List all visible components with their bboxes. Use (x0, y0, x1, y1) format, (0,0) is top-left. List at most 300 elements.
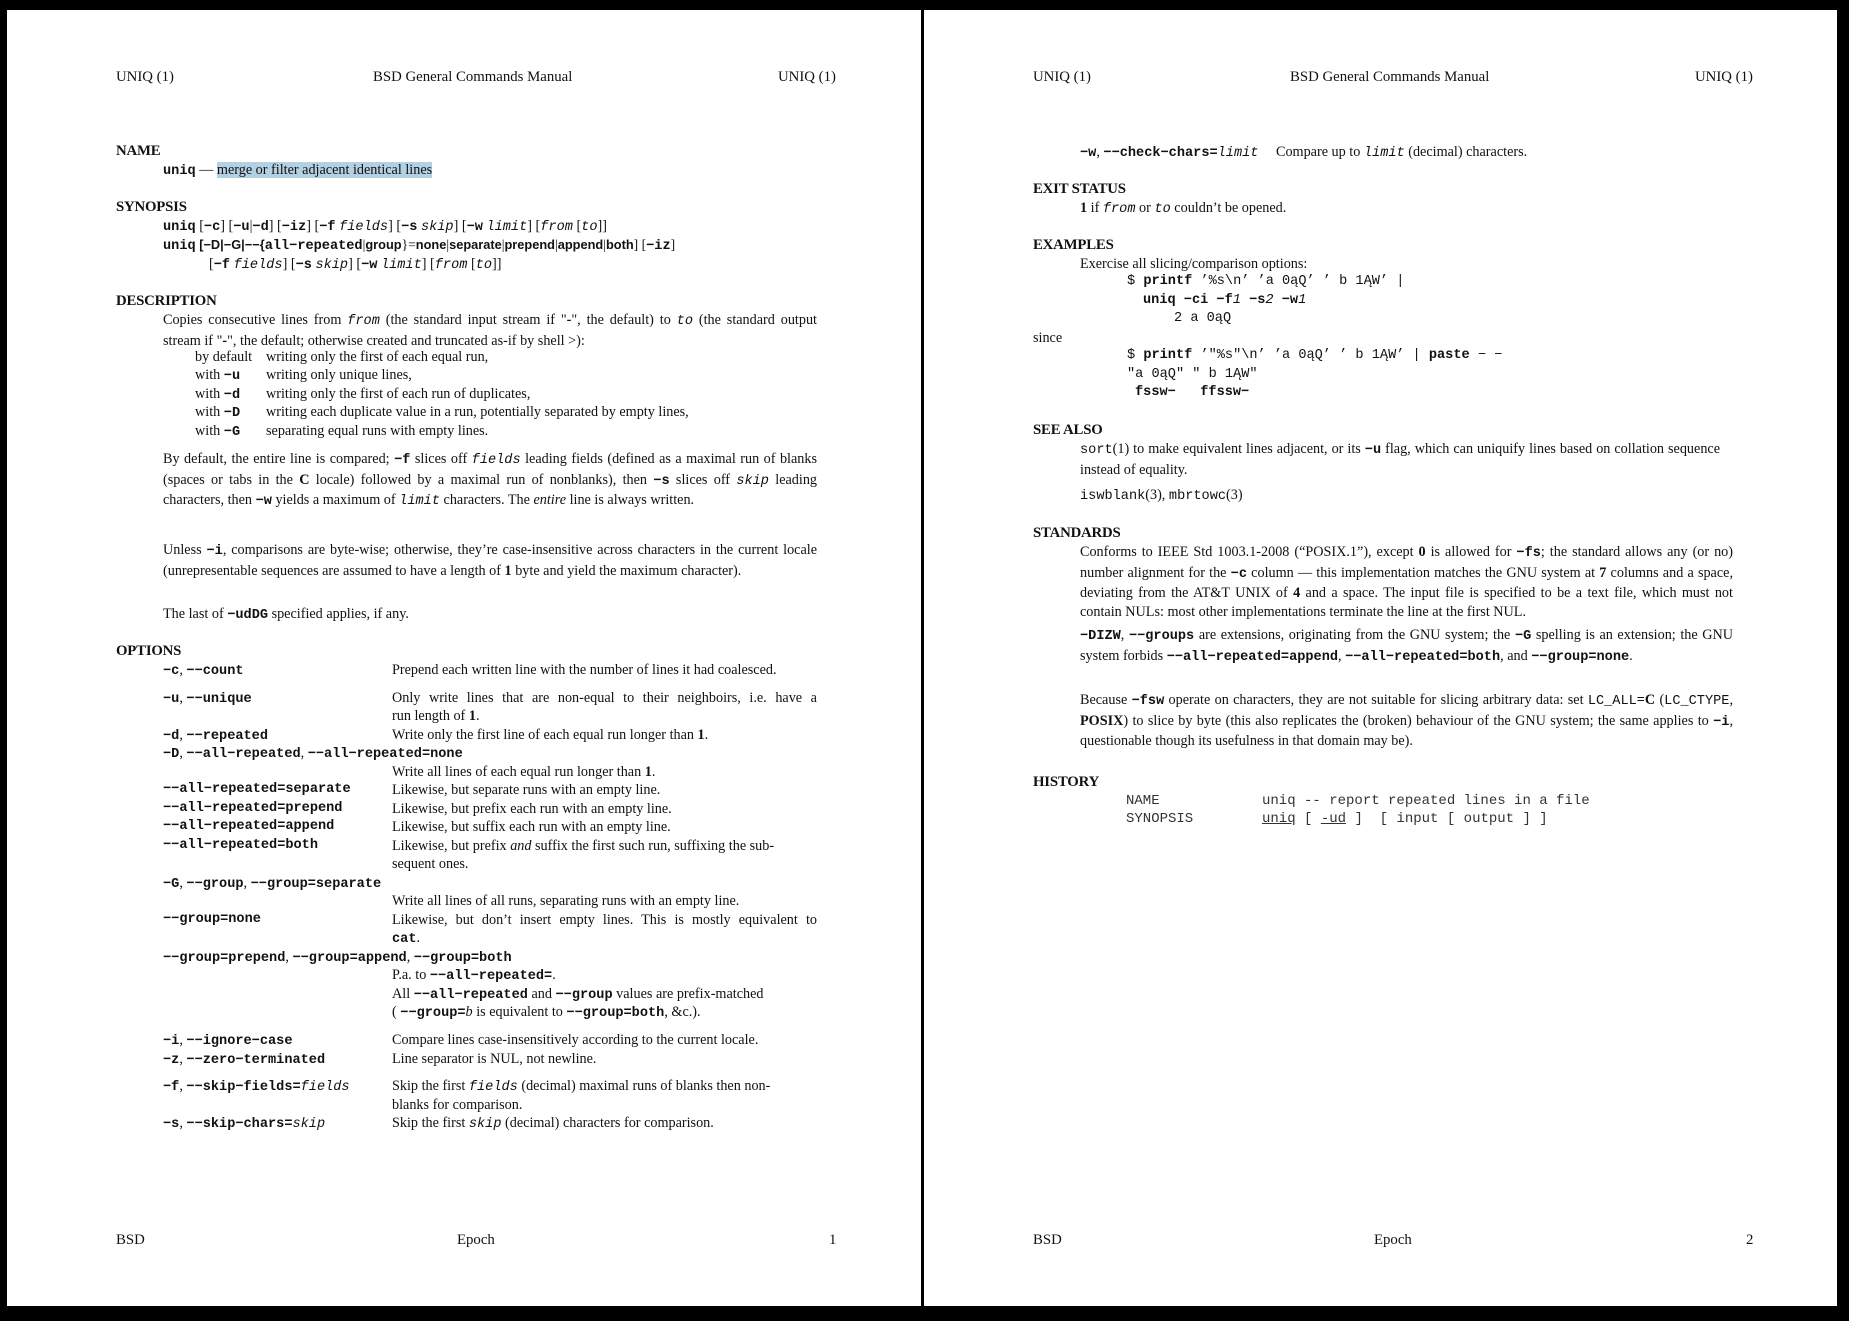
t: (decimal) characters for comparison. (501, 1115, 714, 1131)
footer-center: Epoch (457, 1232, 495, 1248)
flag: −u (1364, 443, 1382, 458)
mode-label (195, 422, 240, 443)
t: Write only the first line of each equal run longer than (392, 727, 698, 743)
flag: −−repeated (186, 729, 268, 744)
flag: −−group=separate (250, 877, 382, 892)
t: leading fields (defined as a maximal run of blanks (spaces or tabs in the (163, 451, 818, 488)
syn-arg: from (434, 258, 468, 273)
section-heading-name: NAME (116, 143, 161, 159)
option-skip-chars: −s, −−skip−chars=skip (163, 1115, 326, 1132)
option-desc (392, 707, 479, 726)
t: columns and a space, deviating from the AT&T UNIX of (1080, 564, 1733, 601)
flag: −i (1713, 714, 1730, 730)
t: 1 (1080, 200, 1088, 216)
t: . (651, 764, 656, 780)
t: −−group= (400, 1006, 466, 1021)
t: locale) followed by a maximal run of nonblanks), then (309, 471, 654, 488)
synopsis-cmd: uniq (163, 220, 196, 235)
exit-status-text (1080, 199, 1286, 220)
arg: to (1154, 202, 1171, 217)
t: , comparisons are byte-wise; otherwise, they’re case-insensitive across characters in the current locale (unrepresentable sequences are assumed to have a length of (163, 542, 818, 579)
t: printf (1143, 348, 1193, 363)
header-right: UNIQ (1) (1695, 69, 1753, 85)
t: −w (1273, 293, 1299, 308)
option-desc (1276, 143, 1527, 164)
syn-t: [ (572, 218, 582, 234)
dash: - (222, 332, 228, 349)
syn-t: [−D|−G|−−{ (195, 237, 265, 252)
option-desc (392, 966, 556, 987)
flag: −−skip−chars= (186, 1117, 293, 1132)
t: −−group (555, 988, 613, 1003)
t: , &c.). (664, 1004, 701, 1020)
t: , questionable though its usefulness in that domain may be). (1080, 712, 1733, 749)
flag: −d (223, 388, 241, 403)
t: − − (1469, 348, 1503, 363)
syn-flag: −w (466, 220, 483, 235)
t: , and (1500, 647, 1532, 664)
t: Skip the first (392, 1115, 469, 1131)
syn-flag: −d (252, 220, 269, 235)
examples-since: since (1033, 330, 1063, 346)
flag: −u (163, 692, 180, 707)
synopsis-cmd: uniq (163, 239, 196, 254)
t: POSIX (1080, 712, 1124, 729)
arg: fields (471, 453, 521, 468)
option-desc: Likewise, but separate runs with an empty line. (392, 782, 661, 798)
t: LC_ALL (1587, 694, 1637, 709)
t: ( (392, 1004, 401, 1020)
option-desc (392, 763, 655, 782)
syn-flag: −u (233, 220, 250, 235)
t: slices off (669, 471, 737, 488)
syn-t: ] [ (527, 218, 541, 234)
t: All (392, 986, 414, 1002)
t: Write all lines of each equal run longer than (392, 764, 645, 780)
selected-text[interactable]: merge or filter adjacent identical lines (216, 162, 433, 178)
flag: −−skip−fields= (186, 1080, 301, 1095)
option-all-repeated-prepend: −−all−repeated=prepend (163, 801, 343, 816)
syn-flag: −s (401, 220, 418, 235)
flag: −fsw (1131, 694, 1165, 709)
syn-flag: −s (295, 258, 312, 273)
header-left: UNIQ (1) (1033, 69, 1091, 85)
option-all-repeated: −D, −−all−repeated, −−all−repeated=none (163, 745, 463, 762)
t: −ci −f (1175, 293, 1233, 308)
dash: - (566, 312, 572, 328)
t: yields a maximum of (271, 492, 400, 508)
arg: skip (292, 1117, 326, 1132)
t: operate on characters, they are not suitable for slicing arbitrary data: set (1164, 692, 1588, 708)
see-also-paragraph (1080, 440, 1720, 479)
syn-t: ]] (597, 218, 607, 234)
flag: −−all−repeated (186, 747, 301, 762)
syn-flag: −f (319, 220, 336, 235)
t: −−all−repeated (413, 988, 528, 1003)
t: −s (1240, 293, 1266, 308)
t: (3), (1145, 487, 1169, 503)
flag: −G (1514, 629, 1532, 644)
footer-page-number: 2 (1746, 1232, 1754, 1248)
flag: −−group=both (413, 951, 512, 966)
flag: −G (163, 877, 180, 892)
t: ( (1655, 692, 1665, 708)
syn-t: ] [ (453, 218, 467, 234)
arg: from (1102, 202, 1136, 217)
arg: fields (300, 1080, 350, 1095)
t[interactable]: sort (1080, 443, 1113, 458)
arg: skip (736, 473, 769, 489)
t: (1) to make equivalent lines adjacent, or its (1112, 441, 1365, 457)
flag: −−group=none (1531, 649, 1630, 665)
flag: −D (163, 747, 180, 762)
example-line (1127, 347, 1502, 366)
syn-t: ]] (492, 256, 502, 272)
option-desc (392, 1114, 714, 1135)
option-group-prepend-append-both: −−group=prepend, −−group=append, −−group=both (163, 949, 512, 966)
option-all-repeated-both: −−all−repeated=both (163, 838, 318, 853)
command-name: uniq (163, 164, 196, 179)
t: Skip the first (392, 1078, 469, 1094)
t: leading characters, then (163, 471, 818, 508)
t: (decimal) characters. (1404, 144, 1528, 160)
t: C (1644, 692, 1656, 708)
t: . (1629, 647, 1633, 664)
flag: −−group (186, 877, 244, 892)
t: ) to slice by byte (this also replicates the (broken) behaviour of the GNU system; the same applies to (1123, 712, 1714, 729)
section-heading-see-also: SEE ALSO (1033, 422, 1103, 438)
t: run length of (392, 708, 469, 724)
syn-arg: from (540, 220, 573, 235)
t: ] [ input [ output ] ] (1346, 811, 1548, 827)
flag: −w (1080, 146, 1097, 161)
t: 1 (1298, 293, 1307, 308)
t: ’%s\n’ ’a 0ąQ’ ’ b 1ĄW’ | (1192, 274, 1405, 289)
t: . (475, 708, 480, 724)
manual-page-2 (924, 10, 1837, 1306)
syn-t: }= (401, 237, 416, 252)
arg: fields (468, 1080, 518, 1095)
option-desc (392, 1077, 770, 1098)
syn-t: ] [ (282, 256, 296, 272)
footer-left: BSD (1033, 1232, 1062, 1248)
history-value: uniq -- report repeated lines in a file (1262, 793, 1590, 809)
option-desc: Only write lines that are non-equal to their neighboirs, i.e. have a (392, 690, 817, 706)
flag: −c (163, 664, 180, 679)
t: C (299, 471, 310, 488)
t: couldn’t be opened. (1170, 200, 1287, 216)
mode-label (195, 366, 240, 387)
t: [ (1295, 811, 1321, 827)
t: is allowed for (1425, 544, 1517, 560)
name-line (163, 161, 432, 182)
flag: −c (1230, 566, 1247, 582)
t: characters. The (439, 492, 534, 508)
flag: −z (163, 1053, 180, 1068)
syn-flag: −c (203, 220, 221, 235)
header-center: BSD General Commands Manual (373, 69, 573, 85)
t: line is always written. (566, 492, 695, 508)
t[interactable]: iswblank (1080, 489, 1146, 504)
section-heading-options: OPTIONS (116, 643, 182, 659)
syn-t: ] [ (388, 218, 402, 234)
syn-t: | (554, 237, 558, 252)
t: is equivalent to (472, 1004, 567, 1020)
syn-flag: all−repeated (264, 239, 363, 254)
mode-label (195, 403, 240, 424)
t: 4 (1293, 585, 1301, 601)
flag: −−group=prepend (163, 951, 286, 966)
t: with (195, 386, 224, 402)
t: uniq (1143, 293, 1176, 308)
description-paragraph-3 (163, 541, 817, 580)
t: ’"%s"\n’ ’a 0ąQ’ ’ b 1ĄW’ | (1192, 348, 1429, 363)
name-dash: — (195, 162, 217, 178)
syn-flag: none (415, 237, 447, 252)
t: suffix the first such run, suffixing the sub- (531, 838, 775, 854)
flag: −−all−repeated=append (1166, 649, 1339, 665)
mode-text: writing only the first of each equal run, (266, 349, 489, 365)
t: 0 (1418, 544, 1426, 560)
t: , (1120, 627, 1129, 643)
syn-t: | (501, 237, 505, 252)
flag: −s (163, 1117, 180, 1132)
t: 1 (1232, 293, 1241, 308)
flag: −−zero−terminated (186, 1053, 326, 1068)
syn-arg: fields (233, 258, 283, 273)
t: ", the default) to (571, 312, 677, 328)
t: and (510, 838, 532, 854)
flag: −f (394, 453, 411, 468)
syn-flag: prepend (504, 237, 555, 252)
flag: −i (163, 1034, 180, 1049)
section-heading-description: DESCRIPTION (116, 293, 217, 309)
t: 1 (468, 708, 476, 724)
t: , (1338, 647, 1346, 664)
syn-arg: limit (486, 220, 528, 235)
t: spelling is an extension; the GNU system forbids (1080, 627, 1734, 664)
syn-t: | (603, 237, 606, 252)
flag: −−unique (186, 692, 252, 707)
t: = (1636, 692, 1645, 708)
t: flag, which can uniquify lines based on collation sequence instead of equality. (1080, 441, 1721, 478)
standards-paragraph-1 (1080, 543, 1733, 621)
mode-text: writing each duplicate value in a run, potentially separated by empty lines, (266, 404, 689, 420)
t: . (552, 967, 556, 983)
syn-flag: −f (213, 258, 231, 273)
syn-t: [ (467, 256, 476, 272)
example-line (1127, 273, 1404, 292)
option-desc: Likewise, but don’t insert empty lines. This is mostly equivalent to (392, 912, 817, 928)
flag: −−group=append (292, 951, 407, 966)
syn-flag: −iz (281, 220, 307, 235)
option-desc (392, 929, 420, 950)
syn-t: ] [ (421, 256, 435, 272)
arg: limit (1217, 146, 1259, 161)
option-desc: sequent ones. (392, 856, 469, 872)
t: $ (1127, 274, 1144, 289)
history-value (1262, 810, 1548, 829)
option-desc: blanks for comparison. (392, 1097, 523, 1113)
option-desc (392, 726, 708, 745)
option-ignore-case: −i, −−ignore−case (163, 1032, 293, 1049)
option-check-chars: −w, −−check−chars=limit (1080, 144, 1259, 161)
section-heading-standards: STANDARDS (1033, 525, 1121, 541)
syn-arg: skip (315, 258, 349, 273)
arg-from: from (347, 314, 380, 329)
syn-t: ] [ (268, 218, 282, 234)
syn-arg: fields (339, 220, 389, 235)
synopsis-line-2 (163, 236, 675, 257)
section-heading-history: HISTORY (1033, 774, 1100, 790)
t: cat (392, 932, 417, 947)
t: . (416, 930, 421, 946)
manual-page-1 (7, 10, 921, 1306)
option-desc: Likewise, but suffix each run with an empty line. (392, 819, 671, 835)
t: if (1087, 200, 1103, 216)
arg: limit (1363, 146, 1405, 161)
mode-text: writing only the first of each run of duplicates, (266, 386, 531, 402)
header-right: UNIQ (1) (778, 69, 836, 85)
t: Likewise, but prefix (392, 838, 511, 854)
t: printf (1143, 274, 1193, 289)
see-also-references (1080, 486, 1243, 507)
syn-flag: −iz (646, 239, 671, 254)
examples-intro: Exercise all slicing/comparison options: (1080, 256, 1308, 272)
syn-t: [ (209, 256, 214, 272)
option-desc (392, 1003, 701, 1024)
option-desc: Likewise, but prefix each run with an empty line. (392, 801, 672, 817)
standards-paragraph-3 (1080, 691, 1733, 751)
description-paragraph-2 (163, 450, 817, 512)
syn-t: ] [ (220, 218, 234, 234)
flag: −−all−repeated=both (1345, 649, 1501, 665)
standards-paragraph-2 (1080, 626, 1733, 667)
flag: −DIZW (1080, 629, 1121, 644)
syn-flag: group (365, 237, 402, 252)
t: −−all−repeated= (429, 969, 553, 984)
flag: −−groups (1128, 629, 1195, 644)
t: Because (1080, 692, 1132, 708)
t: or (1135, 200, 1155, 216)
flag: −w (255, 494, 272, 509)
t: column — this implementation matches the GNU system at (1247, 564, 1600, 581)
flag: −−all−repeated=none (307, 747, 463, 762)
t: , (1729, 692, 1733, 708)
option-desc (392, 837, 774, 856)
t: byte and yield the maximum character). (511, 562, 742, 579)
syn-t: ] [ (348, 256, 362, 272)
t: 1 (504, 562, 512, 579)
section-heading-synopsis: SYNOPSIS (116, 199, 187, 215)
flag: −i (206, 544, 223, 559)
syn-flag: separate (449, 237, 502, 252)
flag: −−count (186, 664, 244, 679)
t: 1 (697, 727, 705, 743)
syn-arg: limit (380, 258, 422, 273)
t: (the standard input stream if " (379, 312, 567, 328)
syn-t: ] [ (633, 237, 647, 252)
flag: −u (223, 369, 241, 384)
footer-center: Epoch (1374, 1232, 1412, 1248)
option-group-none: −−group=none (163, 912, 261, 927)
syn-arg: skip (420, 220, 454, 235)
t: ; the standard allows any (or no) number alignment for the (1080, 544, 1733, 581)
option-desc: Prepend each written line with the number of lines it had coalesced. (392, 662, 777, 678)
t: Conforms to IEEE Std 1003.1-2008 (“POSIX.1”), except (1080, 544, 1419, 560)
t: specified applies, if any. (268, 606, 409, 622)
description-paragraph-1 (163, 311, 817, 350)
option-group: −G, −−group, −−group=separate (163, 875, 382, 892)
flag: −D (223, 406, 241, 421)
option-all-repeated-separate: −−all−repeated=separate (163, 782, 351, 797)
option-repeated: −d, −−repeated (163, 727, 268, 744)
example-output: fssw− ffssw− (1135, 385, 1250, 400)
syn-t: [ (195, 218, 204, 234)
header-left: UNIQ (1) (116, 69, 174, 85)
flag: −G (223, 425, 241, 440)
t: paste (1428, 348, 1470, 363)
syn-arg: to (475, 258, 492, 273)
option-desc: Compare lines case-insensitively according to the current locale. (392, 1032, 759, 1048)
syn-t: | (446, 237, 450, 252)
option-desc: Write all lines of all runs, separating runs with an empty line. (392, 893, 740, 909)
option-desc: Line separator is NUL, not newline. (392, 1051, 597, 1067)
option-unique: −u, −−unique (163, 690, 252, 707)
option-count: −c, −−count (163, 662, 244, 679)
syn-flag: −w (361, 258, 378, 273)
t: with (195, 423, 224, 439)
description-paragraph-4 (163, 605, 409, 626)
t: b (465, 1004, 473, 1020)
t: with (195, 367, 224, 383)
footer-left: BSD (116, 1232, 145, 1248)
t: 1 (644, 764, 652, 780)
arg: skip (468, 1117, 502, 1132)
t: 7 (1599, 564, 1607, 581)
t: By default, the entire line is compared; (163, 451, 395, 467)
t: -ud (1320, 811, 1347, 827)
t: and a space. The input file is specified to be a text file, which must not contain NULs: most other implementations terminate the line at the first NUL. (1080, 585, 1733, 620)
t: . (704, 727, 709, 743)
example-output: "a 0ąQ" " b 1ĄW" (1127, 367, 1258, 382)
t: The last of (163, 606, 228, 622)
t: −−group=both (566, 1006, 665, 1021)
section-heading-examples: EXAMPLES (1033, 237, 1114, 253)
arg-to: to (676, 314, 693, 329)
t: $ (1127, 348, 1144, 363)
t: P.a. to (392, 967, 430, 983)
example-output: 2 a 0ąQ (1174, 311, 1232, 326)
t: LC_CTYPE (1664, 694, 1730, 709)
flag: −d (163, 729, 180, 744)
flag: −−ignore−case (186, 1034, 293, 1049)
flag: −udDG (227, 608, 269, 623)
t: Copies consecutive lines from (163, 312, 348, 328)
t[interactable]: mbrtowc (1168, 489, 1227, 504)
t: are extensions, originating from the GNU system; the (1194, 627, 1515, 643)
t: and (527, 986, 556, 1002)
t: ", the default; otherwise created and truncated as-if by shell >): (227, 332, 585, 349)
syn-flag: append (557, 237, 604, 252)
syn-t: ] [ (306, 218, 320, 234)
arg: limit (399, 494, 440, 509)
flag: −−check−chars= (1103, 146, 1218, 161)
option-skip-fields: −f, −−skip−fields=fields (163, 1078, 350, 1095)
option-zero-terminated: −z, −−zero−terminated (163, 1051, 326, 1068)
option-all-repeated-append: −−all−repeated=append (163, 819, 335, 834)
t: Unless (163, 542, 207, 558)
